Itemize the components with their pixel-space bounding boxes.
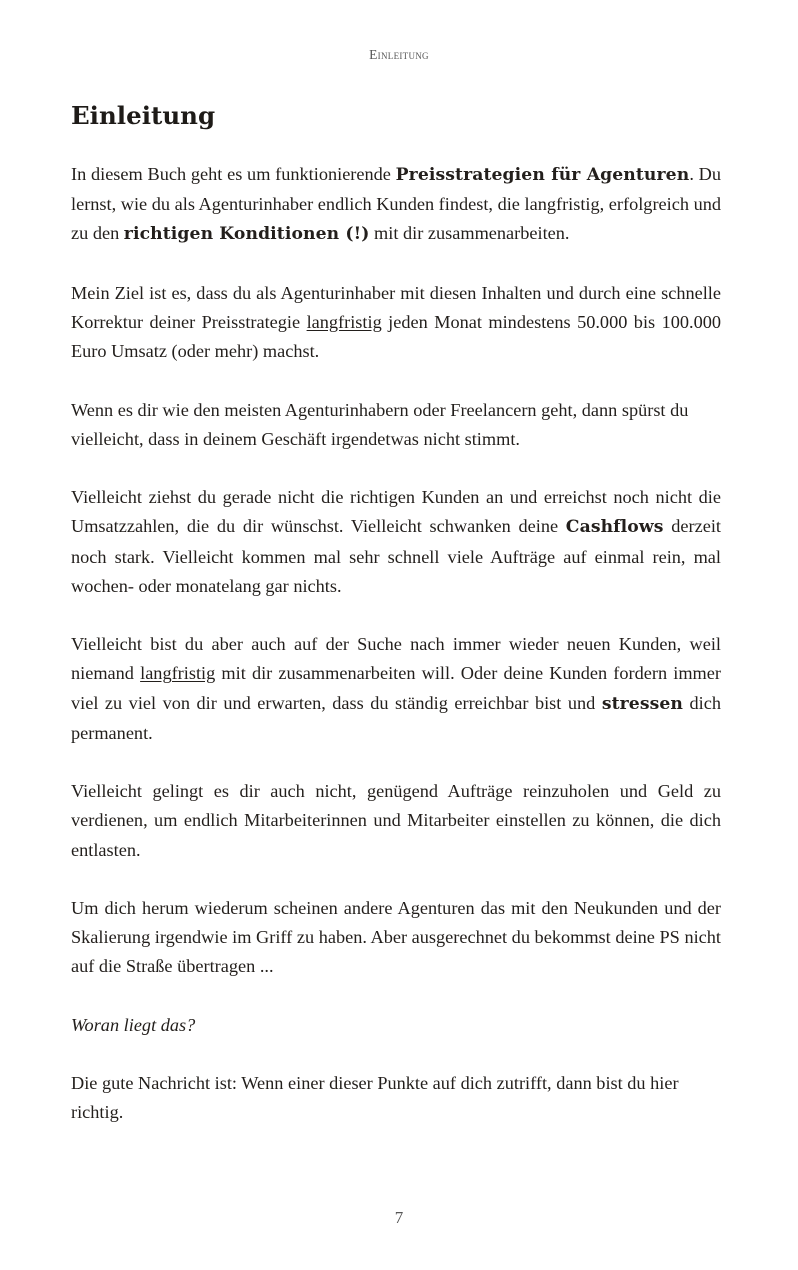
paragraph-2 bbox=[71, 279, 721, 367]
paragraph-5 bbox=[71, 630, 721, 748]
bold-phrase: Cashflows bbox=[565, 517, 664, 538]
paragraph-1 bbox=[71, 160, 721, 250]
text-run: derzeit noch stark. Vielleicht kommen mal sehr schnell viele Aufträge auf einmal rein, mal wochen- oder monatelang gar nichts. bbox=[71, 516, 721, 596]
paragraph-7: Um dich herum wiederum scheinen andere Agenturen das mit den Neukunden und der Skalierung irgendwie im Griff zu haben. Aber ausgerechnet du bekommst deine PS nicht auf die Straße übertragen ... bbox=[71, 897, 721, 977]
paragraph-6: Vielleicht gelingt es dir auch nicht, genügend Aufträge reinzuholen und Geld zu verdienen, um endlich Mitarbeiterinnen und Mitarbeiter einstellen zu können, die dich entlasten. bbox=[71, 781, 721, 860]
italic-question: Woran liegt das? bbox=[71, 1014, 196, 1035]
running-head: Einleitung bbox=[369, 47, 429, 62]
chapter-title: Einleitung bbox=[71, 101, 216, 130]
text-run: jeden Monat mindestens 50.000 bis 100.000 Euro Umsatz (oder mehr) machst. bbox=[71, 312, 721, 362]
underlined-phrase: langfristig bbox=[140, 663, 216, 684]
bold-phrase: Preisstrategien für Agenturen bbox=[395, 165, 690, 185]
chapter-body bbox=[71, 160, 721, 1157]
paragraph-4 bbox=[71, 483, 721, 601]
paragraph-3: Wenn es dir wie den meisten Agenturinhabern oder Freelancern geht, dann spürst du vielleicht, dass in deinem Geschäft irgendetwas nicht stimmt. bbox=[71, 399, 689, 449]
page-number: 7 bbox=[394, 1208, 404, 1227]
text-run: In diesem Buch geht es um funktionierende bbox=[71, 164, 396, 184]
text-run: mit dir zusammenarbeiten. bbox=[369, 223, 570, 244]
bold-phrase: richtigen Konditionen (!) bbox=[123, 224, 370, 245]
text-run: Vielleicht ziehst du gerade nicht die richtigen Kunden an und erreichst noch nicht die Umsatzzahlen, die du dir wünschst. Vielleicht schwanken deine bbox=[71, 487, 721, 537]
bold-phrase: stressen bbox=[601, 693, 684, 714]
text-run: . Du lernst, wie du als Agenturinhaber endlich Kunden findest, die langfristig, erfolgreich und zu den bbox=[71, 164, 721, 244]
text-run: Vielleicht bist du aber auch auf der Suche nach immer wieder neuen Kunden, weil niemand bbox=[71, 634, 721, 684]
text-run: dich permanent. bbox=[71, 692, 721, 743]
paragraph-9: Die gute Nachricht ist: Wenn einer dieser Punkte auf dich zutrifft, dann bist du hier richtig. bbox=[71, 1073, 679, 1123]
text-run: mit dir zusammenarbeiten will. Oder deine Kunden fordern immer viel zu viel von dir und erwarten, dass du ständig erreichbar bist und bbox=[71, 663, 721, 713]
paragraph-8 bbox=[71, 1011, 721, 1040]
text-run: Mein Ziel ist es, dass du als Agenturinhaber mit diesen Inhalten und durch eine schnelle Korrektur deiner Preisstrategie bbox=[71, 282, 721, 332]
underlined-phrase: langfristig bbox=[306, 312, 382, 332]
